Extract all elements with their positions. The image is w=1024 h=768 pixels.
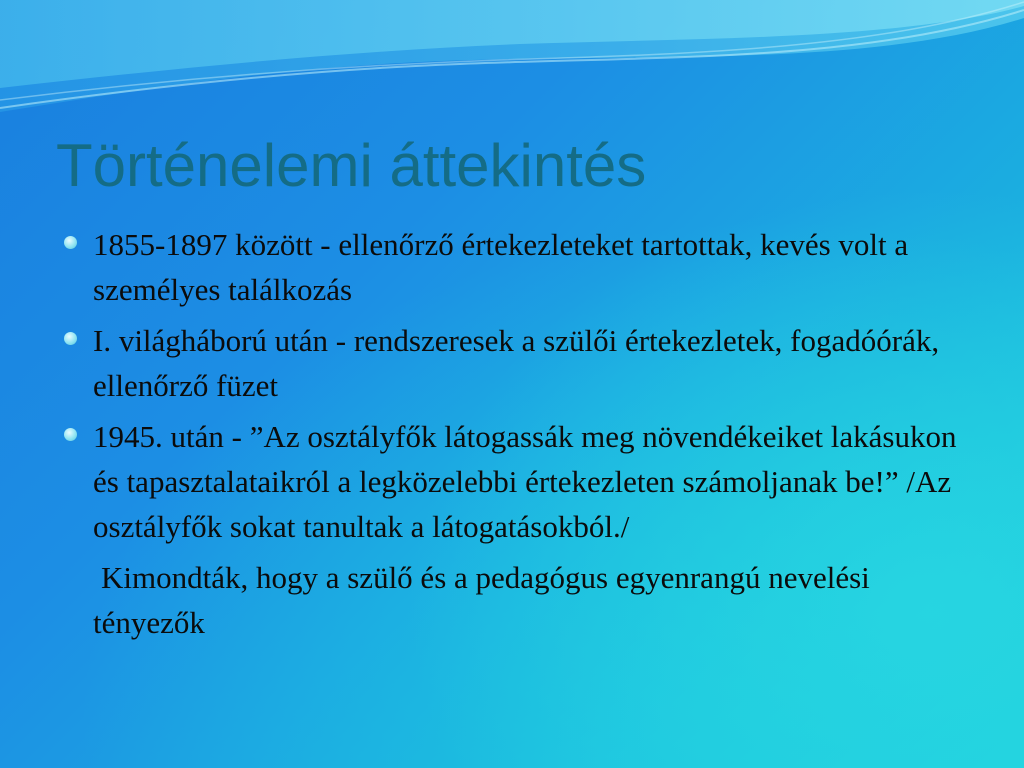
slide-title: Történelemi áttekintés: [56, 132, 647, 199]
list-item: [64, 414, 964, 549]
list-item-text: 1855-1897 között - ellenőrző értekezleteket tartottak, kevés volt a személyes találkozás: [93, 227, 909, 307]
paragraph-text: Kimondták, hogy a szülő és a pedagógus egyenrangú nevelési tényezők: [93, 560, 870, 640]
list-item: [64, 318, 964, 408]
decorative-waves: [0, 0, 1024, 130]
bullet-list: [64, 222, 964, 645]
list-item-text: 1945. után - ”Az osztályfők látogassák meg növendékeiket lakásukon és tapasztalataikról a legközelebbi értekezleten számoljanak be!” /Az osztályfők sokat tanultak a látogatásokból./: [93, 419, 957, 544]
round-bullet-icon: [64, 236, 77, 249]
list-item: [64, 222, 964, 312]
plain-paragraph: [64, 555, 964, 645]
round-bullet-icon: [64, 428, 77, 441]
round-bullet-icon: [64, 332, 77, 345]
list-item-text: I. világháború után - rendszeresek a szülői értekezletek, fogadóórák, ellenőrző füzet: [93, 323, 940, 403]
